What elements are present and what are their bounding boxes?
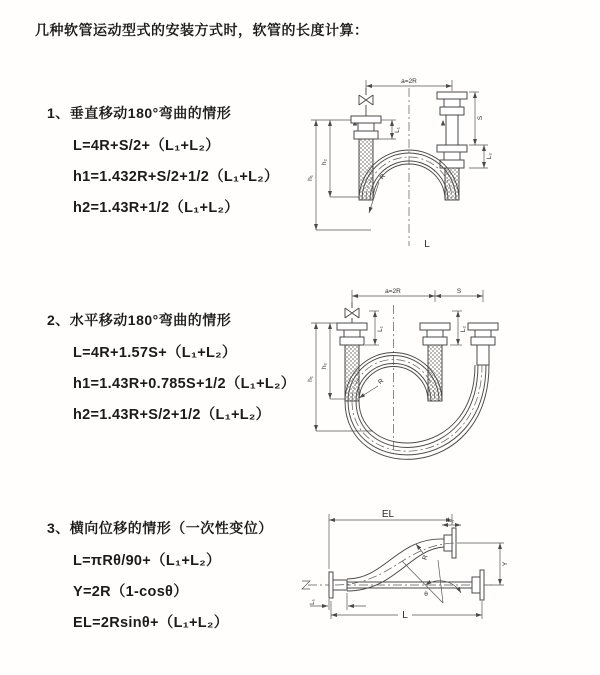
- dim-label-l: L: [402, 610, 408, 621]
- formula-length: L=4R+1.57S+（L₁+L₂）: [73, 345, 237, 361]
- diagram-horizontal-180-bend: [303, 281, 555, 466]
- dim-label-l2: L₂: [460, 325, 467, 333]
- dim-label-s: S: [456, 288, 462, 295]
- dim-label-h1: h₁: [307, 175, 314, 181]
- section-vertical-bend: [47, 103, 279, 214]
- dim-label-l1: L₁: [377, 326, 384, 332]
- right-flange: [472, 570, 484, 600]
- valve-icon: [359, 88, 373, 116]
- hose-s-curve-displaced: [335, 539, 458, 591]
- formula-h1: h1=1.432R+S/2+1/2（L₁+L₂）: [73, 169, 279, 185]
- section-lateral-displacement: [47, 518, 273, 629]
- dim-label-l1: L₁: [309, 599, 316, 605]
- formula-y: Y=2R（1-cosθ）: [73, 584, 188, 600]
- valve-icon: [345, 302, 359, 323]
- dim-label-l2: L₂: [447, 517, 455, 524]
- right-flange-mid: [437, 145, 467, 168]
- formula-h2: h2=1.43R+S/2+1/2（L₁+L₂）: [73, 407, 271, 423]
- radius-label: R: [378, 172, 388, 182]
- length-label: L: [424, 239, 430, 250]
- right-pipe: [446, 115, 458, 145]
- radius-label: R: [421, 554, 430, 561]
- section-horizontal-bend: [47, 310, 296, 421]
- section-1-heading: 1、垂直移动180°弯曲的情形: [47, 105, 232, 121]
- right-flange: [468, 323, 498, 345]
- radius-label: R: [376, 377, 386, 387]
- dim-label-el: EL: [381, 509, 395, 520]
- right-pipe: [477, 345, 489, 365]
- theta-label: θ: [424, 591, 428, 598]
- diagram-vertical-180-bend: [303, 70, 555, 258]
- plane-arrow: [441, 120, 445, 126]
- left-flange: [337, 323, 367, 345]
- dim-label-a2r: a=2R: [385, 288, 401, 295]
- formula-length: L=4R+S/2+（L₁+L₂）: [73, 138, 220, 154]
- formula-el: EL=2Rsinθ+（L₁+L₂）: [73, 615, 229, 631]
- right-flange-top: [437, 92, 467, 115]
- dim-label-h1: h₁: [307, 376, 314, 382]
- formula-h2: h2=1.43R+1/2（L₁+L₂）: [73, 200, 240, 216]
- section-3-heading: 3、横向位移的情形（一次性变位）: [47, 520, 273, 536]
- dim-label-h2: h₂: [321, 362, 328, 370]
- page-title: 几种软管运动型式的安装方式时，软管的长度计算：: [35, 22, 369, 38]
- section-2-heading: 2、水平移动180°弯曲的情形: [47, 312, 232, 328]
- dim-label-y: Y: [502, 561, 509, 567]
- formula-h1: h1=1.43R+0.785S+1/2（L₁+L₂）: [73, 376, 296, 392]
- formula-length: L=πRθ/90+（L₁+L₂）: [73, 553, 221, 569]
- dim-label-s: S: [477, 115, 484, 121]
- dim-label-l2: L₂: [486, 152, 493, 160]
- dim-label-a2r: a=2R: [401, 78, 417, 85]
- left-flange: [351, 116, 381, 139]
- dim-label-l1: L₁: [394, 127, 401, 133]
- dim-label-h2: h₂: [321, 158, 328, 166]
- diagram-lateral-displacement: [280, 503, 590, 663]
- theta-angle: [402, 560, 461, 603]
- middle-flange: [420, 323, 450, 345]
